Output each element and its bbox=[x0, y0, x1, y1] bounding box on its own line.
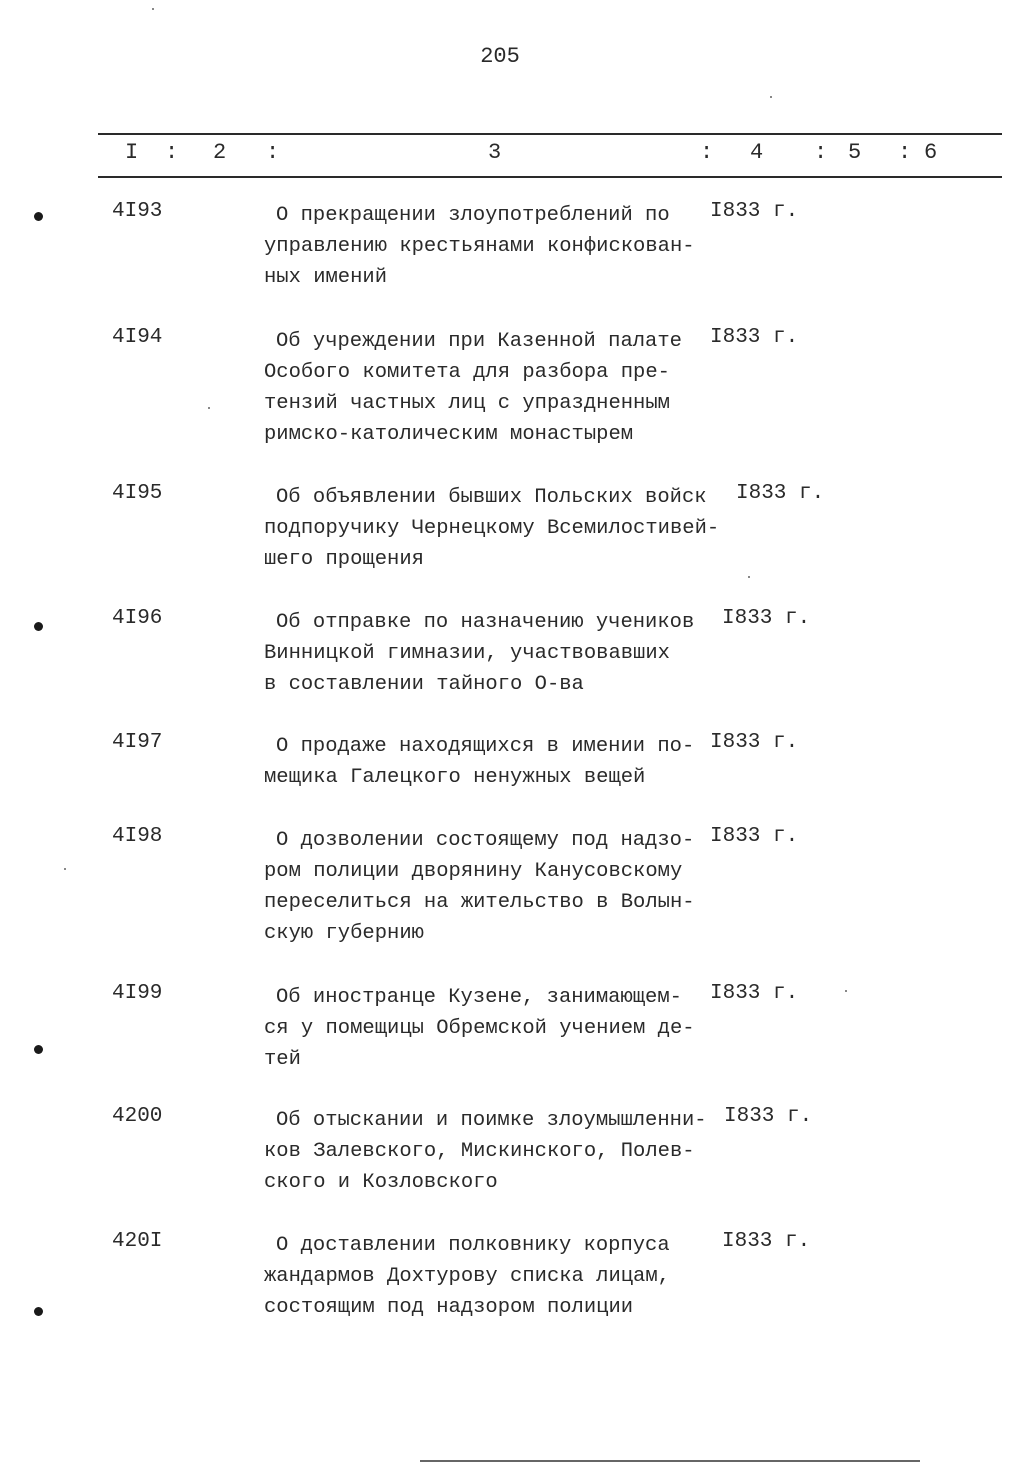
entry-title-line: О доставлении полковнику корпуса bbox=[276, 1234, 670, 1257]
entry-title-line: ных имений bbox=[264, 266, 388, 289]
binding-hole-dot bbox=[34, 1045, 43, 1054]
entry-number: 4I94 bbox=[112, 326, 163, 349]
entry-title-line: ков Залевского, Мискинского, Полев- bbox=[264, 1140, 695, 1163]
entry-title-line: в составлении тайного О-ва bbox=[264, 673, 584, 696]
entry-title-line: О продаже находящихся в имении по- bbox=[276, 735, 695, 758]
entry-year: I833 г. bbox=[724, 1105, 813, 1128]
entry-title-line: ского и Козловского bbox=[264, 1171, 498, 1194]
entry-title-line: состоящим под надзором полиции bbox=[264, 1296, 634, 1319]
bottom-edge-line bbox=[420, 1460, 920, 1462]
entry-title bbox=[264, 731, 694, 793]
scan-speck bbox=[64, 868, 66, 870]
entry-title bbox=[264, 200, 695, 293]
entry-title bbox=[264, 825, 695, 949]
column-separator: : bbox=[814, 140, 828, 165]
scan-speck bbox=[152, 8, 154, 10]
column-separator: : bbox=[165, 140, 179, 165]
entry-number: 4I95 bbox=[112, 482, 163, 505]
scan-speck bbox=[770, 96, 772, 98]
entry-title-line: Об иностранце Кузене, занимающем- bbox=[276, 986, 682, 1009]
scan-speck bbox=[845, 990, 847, 992]
entry-title-line: управлению крестьянами конфискован- bbox=[264, 235, 695, 258]
entry-title-line: Особого комитета для разбора пре- bbox=[264, 361, 670, 384]
column-separator: : bbox=[266, 140, 280, 165]
entry-year: I833 г. bbox=[710, 200, 799, 223]
entry-title-line: тей bbox=[264, 1048, 301, 1071]
entry-number: 4I98 bbox=[112, 825, 163, 848]
entry-title bbox=[264, 1105, 707, 1198]
entry-number: 4I93 bbox=[112, 200, 163, 223]
entry-title-line: подпоручику Чернецкому Всемилостивей- bbox=[264, 517, 720, 540]
binding-hole-dot bbox=[34, 1307, 43, 1316]
entry-title bbox=[264, 982, 695, 1075]
column-header-4: 4 bbox=[750, 140, 764, 165]
entry-title bbox=[264, 607, 694, 700]
column-header-2: 2 bbox=[213, 140, 227, 165]
scan-speck bbox=[748, 576, 750, 578]
entry-title bbox=[264, 482, 719, 575]
entry-title-line: мещика Галецкого ненужных вещей bbox=[264, 766, 646, 789]
entry-title-line: скую губернию bbox=[264, 922, 424, 945]
column-header-5: 5 bbox=[848, 140, 862, 165]
entry-number: 4I97 bbox=[112, 731, 163, 754]
column-separator: : bbox=[700, 140, 714, 165]
entry-title-line: Об отправке по назначению учеников bbox=[276, 611, 695, 634]
entry-title-line: римско-католическим монастырем bbox=[264, 423, 634, 446]
entry-year: I833 г. bbox=[710, 326, 799, 349]
column-header-row bbox=[0, 140, 1024, 170]
entry-title-line: ром полиции дворянину Канусовскому bbox=[264, 860, 683, 883]
scan-speck bbox=[208, 407, 210, 409]
entry-number: 4I99 bbox=[112, 982, 163, 1005]
entry-title-line: шего прощения bbox=[264, 548, 424, 571]
entry-title bbox=[264, 326, 682, 450]
column-header-6: 6 bbox=[924, 140, 938, 165]
entry-title-line: жандармов Дохтурову списка лицам, bbox=[264, 1265, 670, 1288]
table-header-rule bbox=[98, 176, 1002, 178]
entry-title bbox=[264, 1230, 670, 1323]
entry-year: I833 г. bbox=[710, 982, 799, 1005]
entry-title-line: Винницкой гимназии, участвовавших bbox=[264, 642, 670, 665]
entry-title-line: Об учреждении при Казенной палате bbox=[276, 330, 682, 353]
entry-year: I833 г. bbox=[736, 482, 825, 505]
binding-hole-dot bbox=[34, 212, 43, 221]
column-header-3: 3 bbox=[488, 140, 502, 165]
entry-year: I833 г. bbox=[722, 607, 811, 630]
table-top-rule bbox=[98, 133, 1002, 135]
entry-number: 420I bbox=[112, 1230, 163, 1253]
entry-number: 4I96 bbox=[112, 607, 163, 630]
entry-title-line: Об отыскании и поимке злоумышленни- bbox=[276, 1109, 707, 1132]
entry-year: I833 г. bbox=[710, 731, 799, 754]
entry-title-line: О прекращении злоупотреблений по bbox=[276, 204, 670, 227]
entry-title-line: О дозволении состоящему под надзо- bbox=[276, 829, 695, 852]
column-separator: : bbox=[898, 140, 912, 165]
entry-title-line: тензий частных лиц с упраздненным bbox=[264, 392, 670, 415]
entry-year: I833 г. bbox=[722, 1230, 811, 1253]
entry-year: I833 г. bbox=[710, 825, 799, 848]
binding-hole-dot bbox=[34, 622, 43, 631]
page-number: 205 bbox=[480, 44, 520, 69]
entry-title-line: Об объявлении бывших Польских войск bbox=[276, 486, 707, 509]
entry-title-line: ся у помещицы Обремской учением де- bbox=[264, 1017, 695, 1040]
entry-number: 4200 bbox=[112, 1105, 163, 1128]
column-header-1: I bbox=[125, 140, 139, 165]
entry-title-line: переселиться на жительство в Волын- bbox=[264, 891, 695, 914]
